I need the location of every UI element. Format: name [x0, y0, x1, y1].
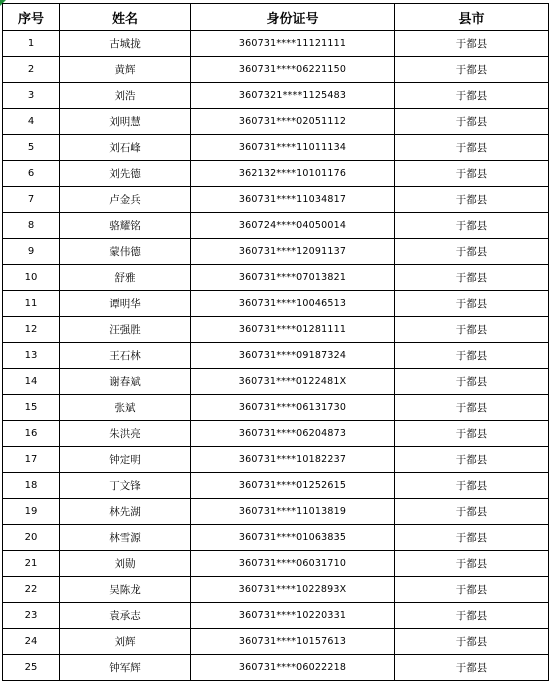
table-row — [3, 499, 549, 525]
cell-county: 于都县 — [395, 291, 549, 317]
table-row — [3, 577, 549, 603]
cell-seq: 14 — [3, 369, 60, 395]
cell-county: 于都县 — [395, 577, 549, 603]
cell-county: 于都县 — [395, 187, 549, 213]
cell-seq: 13 — [3, 343, 60, 369]
cell-id-number: 360731****12091137 — [191, 239, 395, 265]
cell-id-number: 3607321****1125483 — [191, 83, 395, 109]
cell-county: 于都县 — [395, 421, 549, 447]
cell-county: 于都县 — [395, 369, 549, 395]
cell-county: 于都县 — [395, 135, 549, 161]
cell-id-number: 360731****10220331 — [191, 603, 395, 629]
table-row — [3, 109, 549, 135]
table-row — [3, 83, 549, 109]
table-row — [3, 213, 549, 239]
header-seq: 序号 — [3, 4, 60, 31]
cell-county: 于都县 — [395, 213, 549, 239]
cell-name: 谢春斌 — [60, 369, 191, 395]
cell-id-number: 360731****10182237 — [191, 447, 395, 473]
cell-county: 于都县 — [395, 343, 549, 369]
cell-name: 刘勋 — [60, 551, 191, 577]
cell-seq: 16 — [3, 421, 60, 447]
table-row — [3, 31, 549, 57]
table-row — [3, 473, 549, 499]
cell-seq: 11 — [3, 291, 60, 317]
cell-county: 于都县 — [395, 629, 549, 655]
cell-name: 丁文锋 — [60, 473, 191, 499]
cell-seq: 23 — [3, 603, 60, 629]
table-row — [3, 57, 549, 83]
header-name: 姓名 — [60, 4, 191, 31]
cell-id-number: 360731****06204873 — [191, 421, 395, 447]
cell-id-number: 360731****06131730 — [191, 395, 395, 421]
cell-county: 于都县 — [395, 317, 549, 343]
table-row — [3, 135, 549, 161]
cell-county: 于都县 — [395, 395, 549, 421]
table-row — [3, 655, 549, 681]
cell-seq: 5 — [3, 135, 60, 161]
table-row — [3, 421, 549, 447]
cell-name: 刘明慧 — [60, 109, 191, 135]
cell-county: 于都县 — [395, 473, 549, 499]
cell-id-number: 360731****06221150 — [191, 57, 395, 83]
cell-id-number: 360731****06031710 — [191, 551, 395, 577]
cell-id-number: 362132****10101176 — [191, 161, 395, 187]
cell-id-number: 360731****11034817 — [191, 187, 395, 213]
cell-seq: 21 — [3, 551, 60, 577]
cell-name: 刘浩 — [60, 83, 191, 109]
cell-seq: 8 — [3, 213, 60, 239]
cell-id-number: 360731****01281111 — [191, 317, 395, 343]
cell-id-number: 360731****10157613 — [191, 629, 395, 655]
cell-id-number: 360731****06022218 — [191, 655, 395, 681]
cell-name: 张斌 — [60, 395, 191, 421]
cell-id-number: 360731****10046513 — [191, 291, 395, 317]
cell-seq: 19 — [3, 499, 60, 525]
cell-name: 朱洪亮 — [60, 421, 191, 447]
cell-name: 王石林 — [60, 343, 191, 369]
cell-id-number: 360731****11011134 — [191, 135, 395, 161]
cell-name: 刘辉 — [60, 629, 191, 655]
cell-id-number: 360731****01063835 — [191, 525, 395, 551]
cell-county: 于都县 — [395, 83, 549, 109]
cell-county: 于都县 — [395, 655, 549, 681]
cell-id-number: 360731****02051112 — [191, 109, 395, 135]
cell-seq: 1 — [3, 31, 60, 57]
table-row — [3, 629, 549, 655]
cell-name: 汪强胜 — [60, 317, 191, 343]
cell-county: 于都县 — [395, 551, 549, 577]
cell-name: 林雪源 — [60, 525, 191, 551]
cell-name: 骆耀铭 — [60, 213, 191, 239]
cell-name: 蒙伟德 — [60, 239, 191, 265]
cell-id-number: 360724****04050014 — [191, 213, 395, 239]
cell-id-number: 360731****11013819 — [191, 499, 395, 525]
table-row — [3, 187, 549, 213]
cell-name: 袁承志 — [60, 603, 191, 629]
table-row — [3, 369, 549, 395]
table-row — [3, 395, 549, 421]
cell-seq: 12 — [3, 317, 60, 343]
cell-id-number: 360731****07013821 — [191, 265, 395, 291]
cell-id-number: 360731****09187324 — [191, 343, 395, 369]
table-row — [3, 291, 549, 317]
cell-county: 于都县 — [395, 265, 549, 291]
cell-name: 林先湖 — [60, 499, 191, 525]
cell-name: 谭明华 — [60, 291, 191, 317]
cell-county: 于都县 — [395, 109, 549, 135]
table-row — [3, 317, 549, 343]
header-county: 县市 — [395, 4, 549, 31]
table-header — [3, 4, 549, 31]
table-row — [3, 239, 549, 265]
table-row — [3, 447, 549, 473]
cell-name: 吴陈龙 — [60, 577, 191, 603]
table-row — [3, 265, 549, 291]
cell-county: 于都县 — [395, 499, 549, 525]
table-row — [3, 161, 549, 187]
cell-county: 于都县 — [395, 239, 549, 265]
cell-id-number: 360731****0122481X — [191, 369, 395, 395]
cell-name: 钟军辉 — [60, 655, 191, 681]
roster-table — [2, 3, 549, 681]
cell-name: 古城拢 — [60, 31, 191, 57]
cell-seq: 4 — [3, 109, 60, 135]
table-body — [3, 31, 549, 681]
cell-county: 于都县 — [395, 603, 549, 629]
cell-seq: 15 — [3, 395, 60, 421]
cell-county: 于都县 — [395, 161, 549, 187]
cell-seq: 17 — [3, 447, 60, 473]
cell-county: 于都县 — [395, 525, 549, 551]
cell-name: 黄辉 — [60, 57, 191, 83]
table-row — [3, 551, 549, 577]
cell-name: 卢金兵 — [60, 187, 191, 213]
cell-seq: 25 — [3, 655, 60, 681]
header-id-number: 身份证号 — [191, 4, 395, 31]
cell-seq: 22 — [3, 577, 60, 603]
cell-seq: 18 — [3, 473, 60, 499]
cell-seq: 2 — [3, 57, 60, 83]
cell-seq: 7 — [3, 187, 60, 213]
header-row — [3, 4, 549, 31]
cell-seq: 10 — [3, 265, 60, 291]
cell-seq: 6 — [3, 161, 60, 187]
cell-name: 舒雅 — [60, 265, 191, 291]
cell-county: 于都县 — [395, 57, 549, 83]
cell-name: 刘先德 — [60, 161, 191, 187]
cell-county: 于都县 — [395, 31, 549, 57]
cell-id-number: 360731****01252615 — [191, 473, 395, 499]
cell-seq: 24 — [3, 629, 60, 655]
cell-county: 于都县 — [395, 447, 549, 473]
cell-name: 钟定明 — [60, 447, 191, 473]
table-row — [3, 343, 549, 369]
cell-seq: 20 — [3, 525, 60, 551]
cell-seq: 3 — [3, 83, 60, 109]
cell-id-number: 360731****11121111 — [191, 31, 395, 57]
cell-seq: 9 — [3, 239, 60, 265]
table-row — [3, 525, 549, 551]
cell-id-number: 360731****1022893X — [191, 577, 395, 603]
cell-name: 刘石峰 — [60, 135, 191, 161]
table-row — [3, 603, 549, 629]
